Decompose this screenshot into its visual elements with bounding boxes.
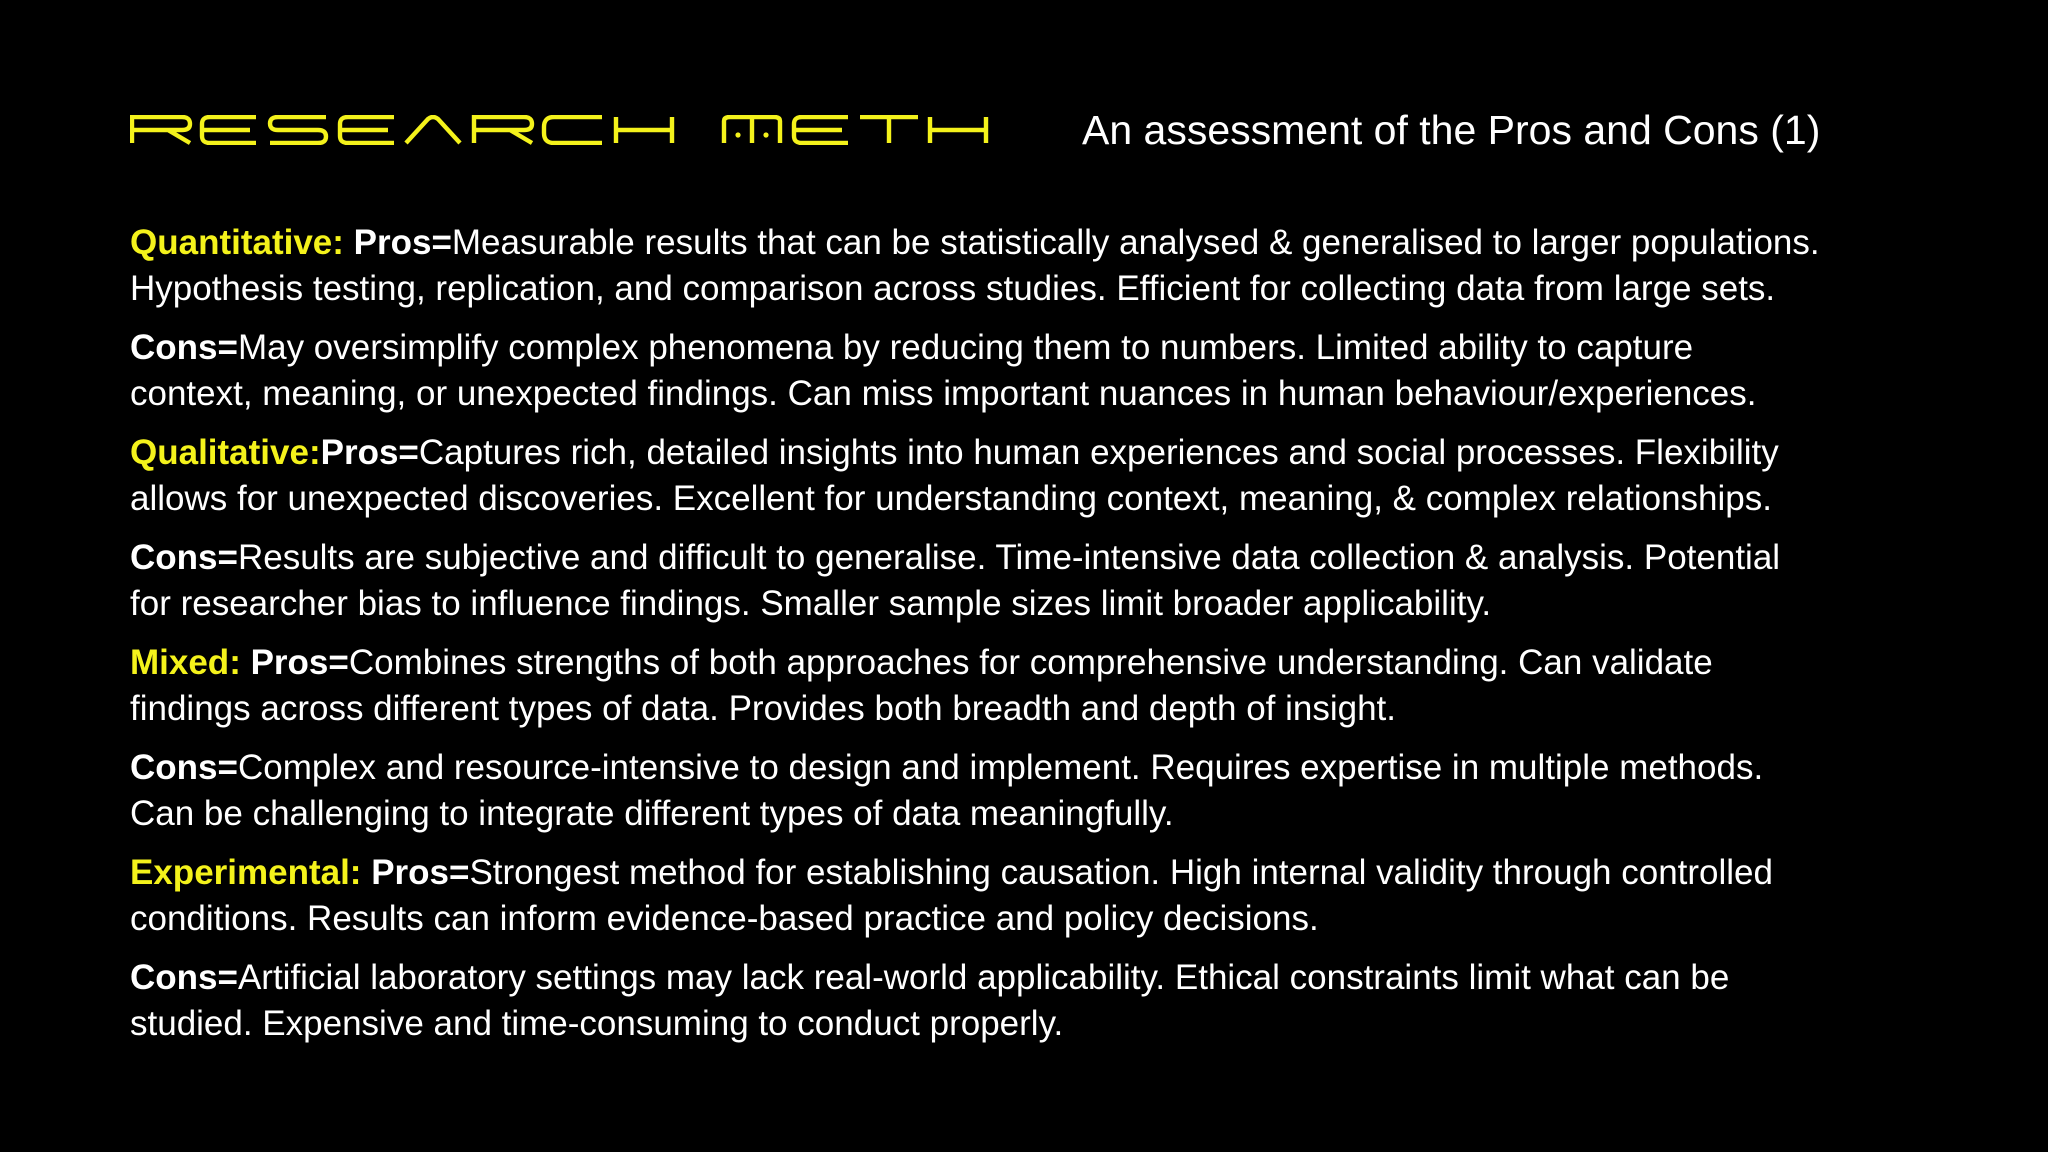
paragraph-line [130,745,2020,791]
pros-label: Pros= [353,223,452,262]
pros-label: Pros= [320,433,419,472]
pros-label: Pros= [250,643,349,682]
pros-cons-paragraph [130,745,2020,837]
method-category: Qualitative: [130,433,321,472]
pros-cons-paragraph [130,850,2020,942]
method-category: Experimental: [130,853,372,892]
pros-cons-paragraph [130,535,2020,627]
paragraph-text: for researcher bias to influence findings. Smaller sample sizes limit broader applicability. [130,584,1492,623]
cons-label: Cons= [130,958,238,997]
pros-cons-paragraph [130,640,2020,732]
paragraph-text: Measurable results that can be statistically analysed & generalised to larger populations. [451,223,1820,262]
cons-label: Cons= [130,748,238,787]
cons-label: Cons= [130,328,238,367]
paragraph-line [130,220,2020,266]
method-category: Mixed: [130,643,251,682]
paragraph-line [130,640,2020,686]
paragraph-line [130,266,2020,312]
paragraph-line [130,686,2020,732]
paragraph-text: Complex and resource-intensive to design and implement. Requires expertise in multiple methods. [237,748,1764,787]
paragraph-text: Results are subjective and difficult to generalise. Time-intensive data collection & analysis. Potential [237,538,1781,577]
pros-cons-paragraph [130,220,2020,312]
pros-cons-paragraph [130,955,2020,1047]
cons-label: Cons= [130,538,238,577]
paragraph-line [130,535,2020,581]
paragraph-line [130,430,2020,476]
paragraph-line [130,325,2020,371]
method-category: Quantitative: [130,223,354,262]
paragraph-line [130,476,2020,522]
title-logo [130,115,1044,145]
paragraph-text: conditions. Results can inform evidence-based practice and policy decisions. [130,899,1319,938]
paragraph-text: context, meaning, or unexpected findings. Can miss important nuances in human behaviour/experiences. [130,374,1757,413]
paragraph-line [130,896,2020,942]
paragraph-line [130,1001,2020,1047]
paragraph-line [130,791,2020,837]
paragraph-text: Artificial laboratory settings may lack real-world applicability. Ethical constraints limit what can be [237,958,1730,997]
slide-header [130,100,1820,160]
paragraph-text: May oversimplify complex phenomena by reducing them to numbers. Limited ability to capture [237,328,1694,367]
pros-cons-paragraph [130,325,2020,417]
pros-label: Pros= [371,853,470,892]
paragraph-text: Can be challenging to integrate different types of data meaningfully. [130,794,1174,833]
paragraph-line [130,581,2020,627]
paragraph-line [130,850,2020,896]
paragraph-text: allows for unexpected discoveries. Excellent for understanding context, meaning, & complex relationships. [130,479,1772,518]
paragraph-text: Captures rich, detailed insights into human experiences and social processes. Flexibility [418,433,1779,472]
paragraph-text: findings across different types of data. Provides both breadth and depth of insight. [130,689,1396,728]
pros-cons-list [130,220,2020,1060]
paragraph-line [130,955,2020,1001]
slide-subtitle: An assessment of the Pros and Cons (1) [1082,107,1821,153]
paragraph-text: Strongest method for establishing causation. High internal validity through controlled [469,853,1773,892]
paragraph-text: Combines strengths of both approaches for comprehensive understanding. Can validate [348,643,1713,682]
pros-cons-paragraph [130,430,2020,522]
paragraph-text: Hypothesis testing, replication, and comparison across studies. Efficient for collecting data from large sets. [130,269,1776,308]
paragraph-line [130,371,2020,417]
paragraph-text: studied. Expensive and time-consuming to conduct properly. [130,1004,1064,1043]
